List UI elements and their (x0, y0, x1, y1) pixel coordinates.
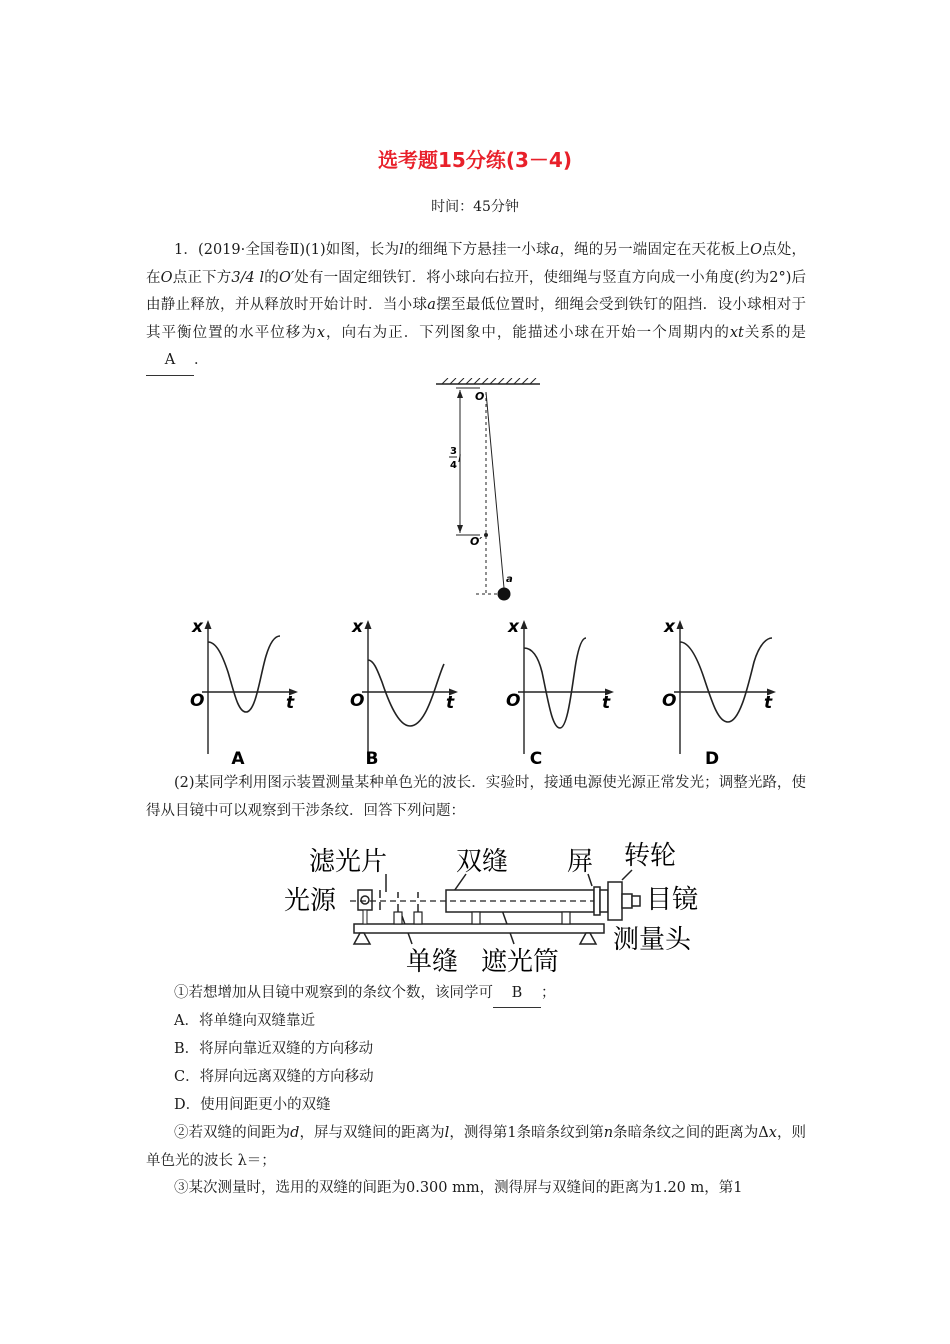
choice-b: B．将屏向靠近双缝的方向移动 (174, 1041, 374, 1057)
choice-d: D．使用间距更小的双缝 (174, 1097, 331, 1113)
sub-question-1: ①若想增加从目镜中观察到的条纹个数，该同学可 B ； (174, 980, 556, 1008)
label-light-source: 光源 (283, 886, 337, 916)
label-wheel: 转轮 (623, 841, 677, 871)
label-filter: 滤光片 (308, 847, 388, 877)
svg-text:O: O (506, 691, 521, 711)
svg-text:O: O (350, 691, 365, 711)
svg-text:x: x (352, 617, 363, 637)
question-1-part-1: 1．(2019·全国卷Ⅱ)(1)如图，长为l的细绳下方悬挂一小球a，绳的另一端固定在天花板上O点处，在O点正下方3/4 l的O′处有一固定细铁钉．将小球向右拉开，使细绳与竖直方向成一小角度(约为2°)后由静止释放，并从释放时开始计时．当小球a摆至最低位置时，细绳会受到铁钉的阻挡．设小球相对于其平衡位置的水平位移为x，向右为正．下列图象中，能描述小球在开始一个周期内的xt关系的是A ． (146, 237, 806, 376)
option-label-b: B (365, 749, 379, 768)
svg-text:t: t (446, 693, 455, 713)
svg-text:t: t (286, 693, 295, 713)
choice-c: C．将屏向远离双缝的方向移动 (174, 1069, 374, 1085)
option-label-d: D (704, 749, 720, 768)
graph-option-b (340, 616, 460, 768)
time-limit: 时间：45分钟 (431, 199, 519, 215)
length-den: 4 (450, 460, 457, 471)
label-eyepiece: 目镜 (645, 885, 699, 915)
length-num: 3 (450, 446, 457, 457)
page-title: 选考题15分练(3－4) (378, 148, 572, 172)
pendulum-figure (420, 378, 540, 606)
pivot-O-label: O (475, 390, 485, 403)
graph-option-d (652, 616, 782, 768)
label-double-slit: 双缝 (455, 847, 509, 877)
label-measuring-head: 测量头 (612, 925, 692, 955)
svg-text:x: x (508, 617, 519, 637)
svg-text:x: x (192, 617, 203, 637)
choice-a: A．将单缝向双缝靠近 (174, 1013, 315, 1029)
graph-option-a (180, 616, 300, 768)
answer-blank-2: B (493, 980, 541, 1008)
ball-label: a (506, 574, 513, 585)
double-slit-apparatus (270, 832, 710, 980)
svg-text:t: t (764, 693, 773, 713)
graph-option-c (496, 616, 616, 768)
label-tube: 遮光筒 (480, 947, 560, 977)
length-var: l (458, 454, 461, 465)
sub-question-2: ②若双缝的间距为d，屏与双缝间的距离为l，测得第1条暗条纹到第n条暗条纹之间的距离为Δx，则单色光的波长 λ＝； (146, 1125, 807, 1169)
label-screen: 屏 (566, 847, 594, 877)
option-label-a: A (231, 749, 245, 768)
svg-text:O: O (190, 691, 205, 711)
svg-text:O: O (662, 691, 677, 711)
svg-text:x: x (664, 617, 675, 637)
question-1-part-2-intro: (2)某同学利用图示装置测量某种单色光的波长．实验时，接通电源使光源正常发光；调整光路，使得从目镜中可以观察到干涉条纹．回答下列问题： (146, 775, 806, 819)
svg-text:t: t (602, 693, 611, 713)
sub-question-3: ③某次测量时，选用的双缝的间距为0.300 mm，测得屏与双缝间的距离为1.20 m，第1 (174, 1180, 743, 1196)
option-label-c: C (529, 749, 543, 768)
label-single-slit: 单缝 (405, 947, 459, 977)
answer-blank-1: A (146, 347, 194, 376)
ball-a (498, 588, 511, 601)
nail-O-prime-label: O′ (470, 535, 483, 548)
